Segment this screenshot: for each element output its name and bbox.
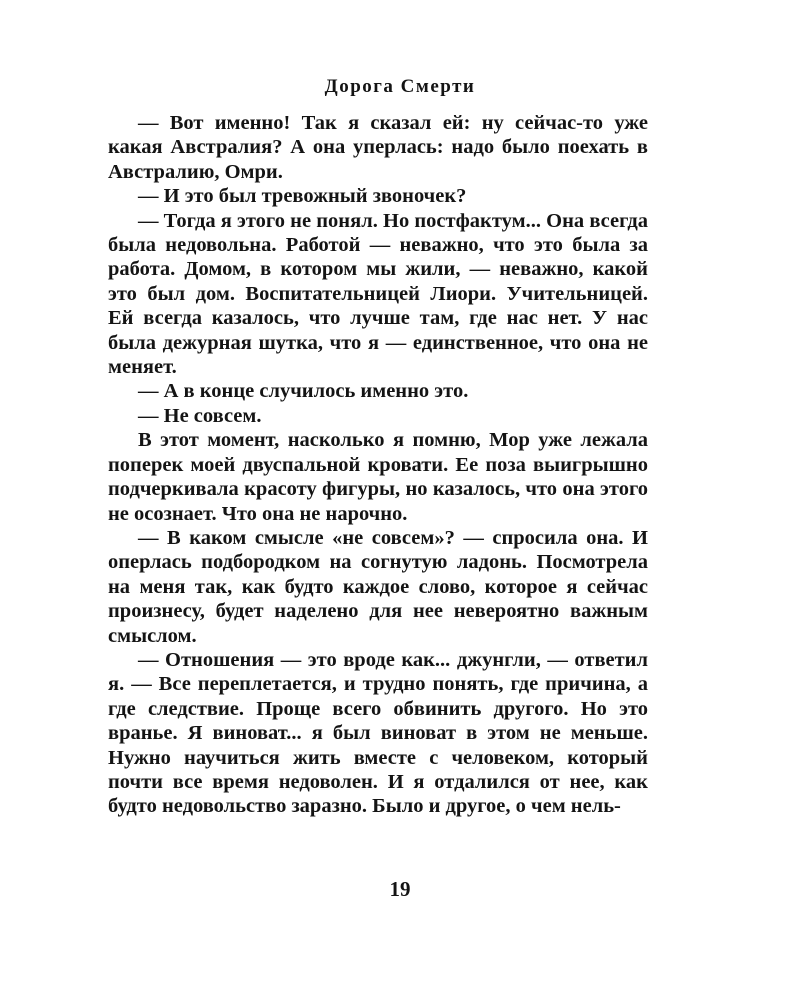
body-text: [108, 111, 648, 819]
paragraph: — И это был тревожный звоночек?: [138, 185, 467, 208]
paragraph: — Вот именно! Так я сказал ей: ну сейчас-то уже какая Австралия? А она уперлась: надо было поехать в Австралию, Омри.: [108, 112, 648, 183]
paragraph: — Не совсем.: [138, 404, 262, 427]
paragraph: В этот момент, насколько я помню, Мор уже лежала поперек моей двуспальной кровати. Ее поза выигрышно подчеркивала красоту фигуры, но казалось, что она этого не осознает. Что она не нарочно.: [108, 429, 648, 525]
paragraph: — Отношения — это вроде как... джунгли, — ответил я. — Все переплетается, и трудно понять, где причина, а где следствие. Проще всего обвинить другого. Но это вранье. Я виноват... я был виноват в этом не меньше. Нужно научиться жить вместе с человеком, который почти все время недоволен. И я отдалился от нее, как будто недовольство заразно. Было и другое, о чем нель-: [108, 648, 648, 818]
page-number: 19: [389, 877, 411, 901]
paragraph: — Тогда я этого не понял. Но постфактум... Она всегда была недовольна. Работой — неважно, что это была за работа. Домом, в котором мы жили, — неважно, какой это был дом. Воспитательницей Лиори. Учительницей. Ей всегда казалось, что лучше там, где нас нет. У нас была дежурная шутка, что я — единственное, что она не меняет.: [108, 209, 648, 379]
paragraph: — А в конце случилось именно это.: [138, 380, 469, 403]
running-head: Дорога Смерти: [324, 76, 476, 97]
paragraph: — В каком смысле «не совсем»? — спросила она. И оперлась подбородком на согнутую ладонь. Посмотрела на меня так, как будто каждое слово, которое я сейчас произнесу, будет наделено для нее невероятно важным смыслом.: [108, 526, 648, 647]
